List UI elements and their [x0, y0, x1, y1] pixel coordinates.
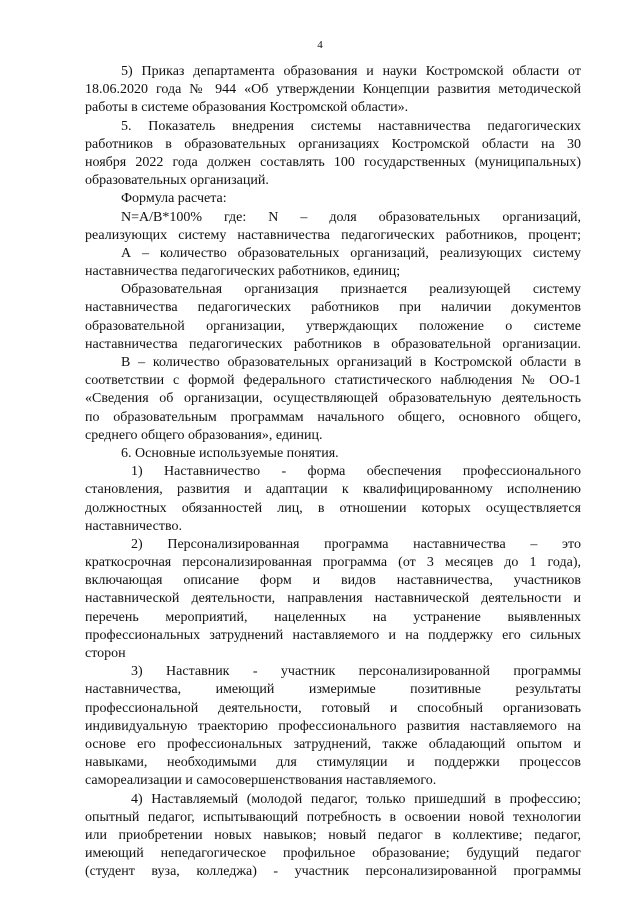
text-line: А – количество образовательных организаций, реализующих систему	[121, 245, 581, 261]
text-line: соответствии с формой федерального статистического наблюдения № ОО-1	[85, 373, 581, 389]
text-line: навыками, необходимыми для стимуляции и поддержки процессов	[85, 755, 581, 771]
text-line: 1) Наставничество - форма обеспечения профессионального	[131, 464, 581, 480]
text-line: образовательной организации, утверждающих положение о системе	[85, 318, 581, 334]
text-line: Образовательная организация признается реализующей систему	[121, 282, 581, 298]
text-line: профессиональных затруднений наставляемого и на поддержку его сильных	[85, 627, 581, 643]
text-line: наставничество.	[85, 518, 182, 534]
text-line: профессиональной деятельности, готовый и способный организовать	[85, 700, 581, 716]
text-line: наставничества педагогических работников при наличии документов	[85, 300, 581, 316]
text-line: 6. Основные используемые понятия.	[121, 445, 339, 461]
text-line: наставнической деятельности, направления наставнической деятельности и	[85, 591, 581, 607]
text-line: самореализации и самосовершенствования наставляемого.	[85, 773, 437, 789]
text-line: сторон	[85, 646, 126, 661]
text-line: В – количество образовательных организаций в Костромской области в	[121, 355, 581, 370]
text-line: становления, развития и адаптации к квалифицированному исполнению	[85, 482, 581, 498]
text-line: перечень мероприятий, нацеленных на устранение выявленных	[85, 609, 581, 625]
text-line: реализующих систему наставничества педагогических работников, процент;	[85, 227, 581, 243]
text-line: 5) Приказ департамента образования и науки Костромской области от	[121, 64, 581, 79]
text-line: среднего общего образования», единиц.	[85, 427, 323, 443]
text-line: 18.06.2020 года № 944 «Об утверждении Концепции развития методической	[85, 82, 581, 98]
text-line: 3) Наставник - участник персонализированной программы	[131, 664, 581, 680]
text-line: «Сведения об организации, осуществляющей образовательную деятельность	[85, 391, 581, 407]
text-line: ноября 2022 года должен составлять 100 государственных (муниципальных)	[85, 154, 581, 170]
text-line: Формула расчета:	[121, 191, 227, 207]
text-line: имеющий непедагогическое профильное образование; будущий педагог	[85, 846, 581, 862]
page-number: 4	[317, 39, 323, 51]
text-line: наставничества, имеющий измеримые позитивные результаты	[85, 682, 581, 698]
text-line: работы в системе образования Костромской области».	[85, 100, 409, 116]
text-line: основе его профессиональных затруднений, также обладающий опытом и	[85, 736, 581, 752]
text-line: (студент вуза, колледжа) - участник персонализированной программы	[85, 864, 581, 880]
text-line: должностных обязанностей лиц, в отношении которых осуществляется	[85, 500, 581, 516]
document-body	[85, 63, 581, 881]
text-line: по образовательным программам начального общего, основного общего,	[85, 409, 581, 425]
text-line: наставничества педагогических работников в образовательной организации.	[85, 336, 581, 352]
text-line: работников в образовательных организациях Костромской области на 30	[85, 136, 581, 152]
text-line: опытный педагог, испытывающий потребность в освоении новой технологии	[85, 809, 581, 825]
text-line: 2) Персонализированная программа наставничества – это	[131, 536, 581, 552]
text-line: 4) Наставляемый (молодой педагог, только пришедший в профессию;	[131, 791, 581, 807]
text-line: индивидуальную траекторию профессионального развития наставляемого на	[85, 718, 581, 734]
text-line: наставничества педагогических работников, единиц;	[85, 264, 401, 280]
text-line: N=А/В*100% где: N – доля образовательных организаций,	[121, 209, 581, 225]
text-line: краткосрочная персонализированная программа (от 3 месяцев до 1 года),	[85, 555, 581, 571]
text-line: включающая описание форм и видов наставничества, участников	[85, 573, 581, 589]
text-line: 5. Показатель внедрения системы наставничества педагогических	[121, 118, 581, 134]
text-line: или приобретении новых навыков; новый педагог в коллективе; педагог,	[85, 827, 581, 843]
text-line: образовательных организаций.	[85, 173, 269, 189]
